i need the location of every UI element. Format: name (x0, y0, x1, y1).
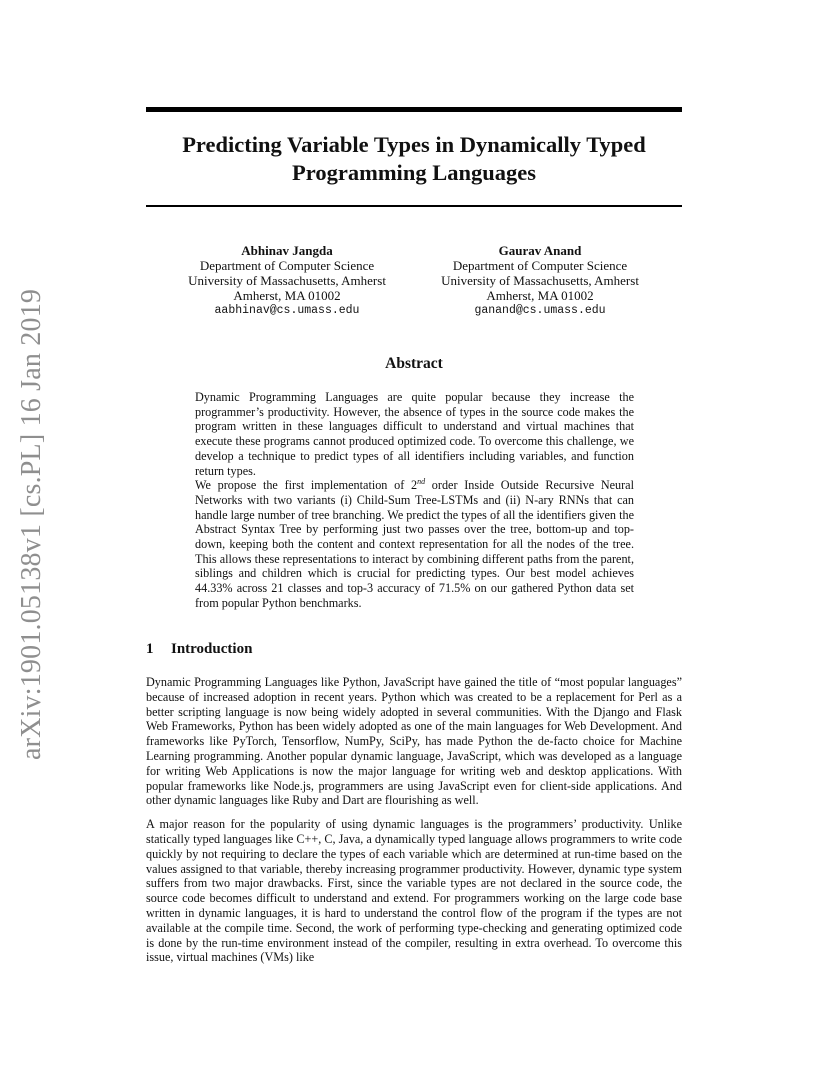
paper-title (146, 131, 682, 187)
author-name: Gaurav Anand (498, 243, 582, 258)
abstract-paragraph-2 (195, 478, 634, 610)
title-line-1: Predicting Variable Types in Dynamically Typed (182, 132, 646, 157)
author-department: Department of Computer Science (452, 258, 628, 273)
arxiv-identifier-stamp: arXiv:1901.05138v1 [cs.PL] 16 Jan 2019 (16, 288, 47, 760)
author-name: Abhinav Jangda (241, 243, 333, 258)
author-email: ganand@cs.umass.edu (474, 304, 606, 317)
intro-paragraph-1: Dynamic Programming Languages like Python, JavaScript have gained the title of “most popular languages” because of increased adoption in recent years. Python which was created to be a replacement for Perl as a better scripting language is now being widely adopted in several communities. With the Django and Flask Web Frameworks, Python has been widely adopted as one of the main languages for Web Development. And frameworks like PyTorch, Tensorflow, NumPy, SciPy, has made Python the de-facto choice for Machine Learning programming. Another popular dynamic language, JavaScript, which was developed as a language for writing Web Applications is now the major language for writing web and desktop applications. With popular frameworks like Node.js, programmers are using JavaScript even for client-side applications. And other dynamic languages like Ruby and Dart are flourishing as well. (146, 675, 682, 808)
abstract-p2-after: order Inside Outside Recursive Neural Networks with two variants (i) Child-Sum Tree-LSTMs and (ii) N-ary RNNs that can handle large number of tree branching. We predict the types of all the identifiers given the Abstract Syntax Tree by performing just two passes over the tree, bottom-up and top-down, keeping both the content and context representation for all the nodes of the tree. This allows these representations to interact by combining different paths from the parent, siblings and children which is crucial for predicting types. Our best model achieves 44.33% across 21 classes and top-3 accuracy of 71.5% on our gathered Python data set from popular Python benchmarks. (195, 478, 634, 610)
abstract-p2-before: We propose the first implementation of 2 (195, 478, 418, 493)
section-number: 1 (146, 641, 154, 657)
abstract-heading: Abstract (385, 355, 443, 372)
author-location: Amherst, MA 01002 (233, 288, 341, 303)
title-line-2: Programming Languages (292, 160, 536, 185)
intro-paragraph-2: A major reason for the popularity of using dynamic languages is the programmers’ productivity. Unlike statically typed languages like C++, C, Java, a dynamically typed language allows programmers to write code quickly by not requiring to declare the types of each variable which are determined at run-time based on the values assigned to that variable, thereby increasing programmer productivity. However, dynamic type system suffers from two major drawbacks. First, since the variable types are not declared in the source code, the source code becomes difficult to understand and extend. For programmers working on the large code base written in dynamic languages, it is hard to understand the control flow of the program if the types are not available at the compile time. Second, the work of performing type-checking and generating optimized code is done by the run-time environment instead of the compiler, resulting in extra overhead. To overcome this issue, virtual machines (VMs) like (146, 817, 682, 965)
author-university: University of Massachusetts, Amherst (188, 273, 386, 288)
author-university: University of Massachusetts, Amherst (441, 273, 639, 288)
author-block-2 (410, 243, 670, 318)
section-heading-introduction (146, 641, 252, 658)
author-block-1 (157, 243, 417, 318)
title-top-rule (146, 107, 682, 112)
author-department: Department of Computer Science (199, 258, 375, 273)
author-email: aabhinav@cs.umass.edu (214, 304, 360, 317)
title-bottom-rule (146, 205, 682, 207)
abstract-paragraph-1: Dynamic Programming Languages are quite popular because they increase the programmer’s productivity. However, the absence of types in the source code makes the program written in these languages difficult to understand and virtual machines that execute these programs cannot produced optimized code. To overcome this challenge, we develop a technique to predict types of all identifiers including variables, and function return types. (195, 390, 634, 478)
author-location: Amherst, MA 01002 (486, 288, 594, 303)
abstract-p2-superscript: nd (417, 477, 426, 487)
section-title: Introduction (171, 641, 253, 657)
abstract-body (195, 390, 634, 611)
introduction-body (146, 675, 682, 974)
